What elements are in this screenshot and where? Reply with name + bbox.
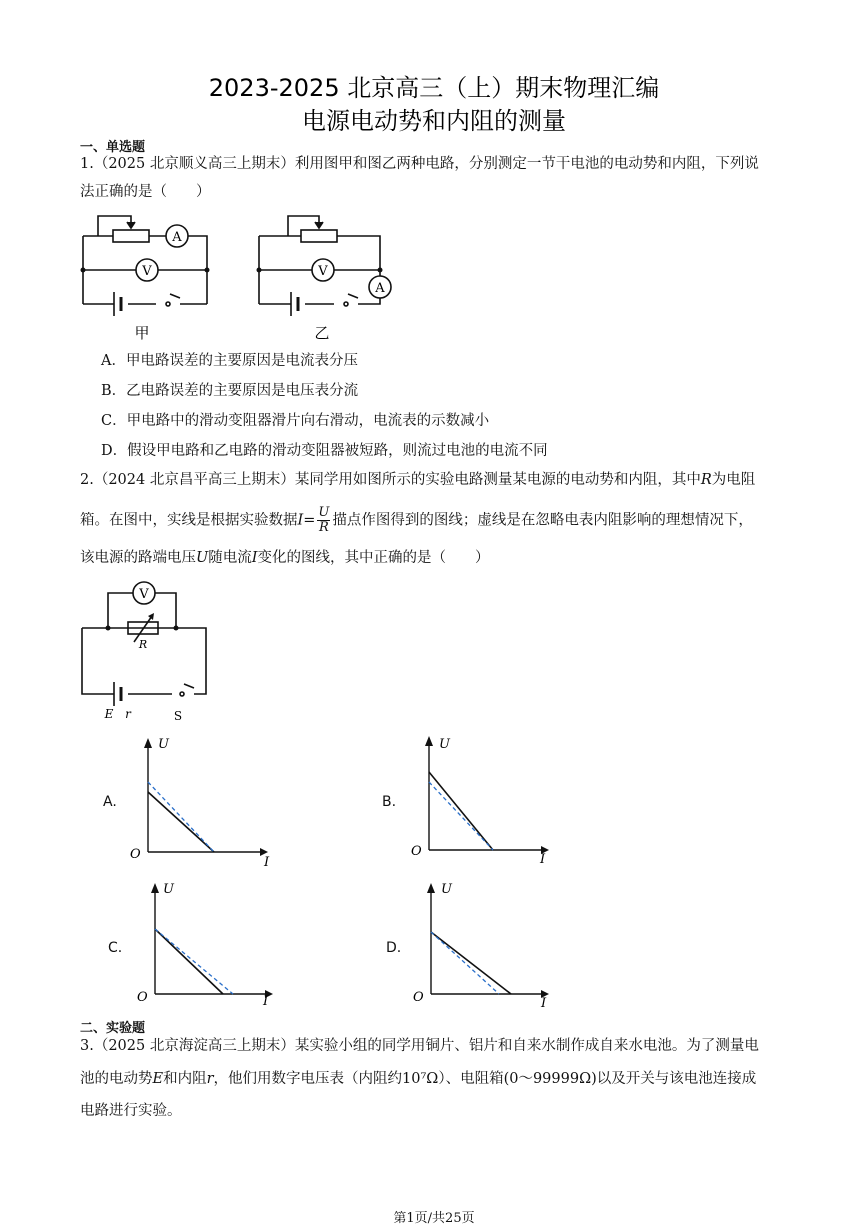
q3-stem-line1: 3.（2025 北京海淀高三上期末）某实验小组的同学用铜片、铝片和自来水制作成自来水电池。为了测量电 <box>80 1038 759 1054</box>
q2-option-a-graph <box>126 732 276 867</box>
q1-option-d: D．假设甲电路和乙电路的滑动变阻器被短路，则流过电池的电流不同 <box>101 443 548 459</box>
axis-i-label: I <box>264 855 270 867</box>
q2-voltmeter-label: V <box>139 587 149 602</box>
voltmeter-label-jia: V <box>142 264 152 279</box>
page-title: 2023-2025 北京高三（上）期末物理汇编 <box>208 74 660 102</box>
q2-stem-line3: 该电源的路端电压U随电流I变化的图线，其中正确的是（ ） <box>80 550 490 566</box>
section-heading-single-choice: 一、单选题 <box>80 140 146 155</box>
figure-label-jia: 甲 <box>134 324 150 342</box>
axis-origin-label: O <box>130 847 141 862</box>
q1-stem-line2: 法正确的是（ ） <box>80 184 211 200</box>
voltmeter-label-yi: V <box>318 264 328 279</box>
page-number: 第1页/共25页 <box>393 1211 475 1226</box>
figure-label-yi: 乙 <box>314 324 330 342</box>
q1-option-c: C．甲电路中的滑动变阻器滑片向右滑动，电流表的示数减小 <box>101 413 490 429</box>
q3-stem-line2: 池的电动势E和内阻r，他们用数字电压表（内阻约10⁷Ω）、电阻箱(0～99999Ω)以及开关与该电池连接成 <box>80 1071 757 1087</box>
axis-i-label: I <box>541 996 547 1007</box>
q2-option-b-graph <box>407 730 557 865</box>
ammeter-label-jia: A <box>172 230 182 245</box>
q3-stem-line3: 电路进行实验。 <box>80 1103 182 1119</box>
axis-origin-label: O <box>137 990 148 1005</box>
q2-internal-resistance-label: r <box>125 707 131 721</box>
axis-u-label: U <box>441 882 452 897</box>
q1-circuit-figures <box>76 208 406 343</box>
q2-option-c-graph <box>133 877 278 1007</box>
q2-resistor-label: R <box>138 638 148 651</box>
page-subtitle: 电源电动势和内阻的测量 <box>302 107 566 135</box>
axis-u-label: U <box>163 882 174 897</box>
q2-stem-line2: 箱。在图中，实线是根据实验数据I= $\frac{U}{R}$ 描点作图得到的图线；虚线是在忽略电表内阻影响的理想情况下， <box>80 505 753 535</box>
q2-option-a-label: A. <box>103 794 117 810</box>
axis-i-label: I <box>263 994 269 1007</box>
axis-u-label: U <box>158 737 169 752</box>
q2-stem-line1: 2.（2024 北京昌平高三上期末）某同学用如图所示的实验电路测量某电源的电动势和内阻，其中R为电阻 <box>80 472 756 488</box>
q2-option-d-graph <box>409 877 554 1007</box>
section-heading-experiment: 二、实验题 <box>80 1021 146 1036</box>
q2-option-d-label: D. <box>386 940 402 956</box>
q2-option-b-label: B. <box>382 794 397 810</box>
q2-circuit-figure <box>76 578 216 726</box>
q1-option-a: A．甲电路误差的主要原因是电流表分压 <box>101 353 358 369</box>
q1-option-b: B．乙电路误差的主要原因是电压表分流 <box>101 383 359 399</box>
ammeter-label-yi: A <box>375 281 385 296</box>
q1-stem-line1: 1.（2025 北京顺义高三上期末）利用图甲和图乙两种电路，分别测定一节干电池的电动势和内阻，下列说 <box>80 156 759 172</box>
q2-fraction: $\frac{U}{R}$ <box>318 505 330 535</box>
axis-i-label: I <box>540 852 546 865</box>
q2-emf-label: E <box>104 707 114 721</box>
axis-origin-label: O <box>411 844 422 859</box>
axis-origin-label: O <box>413 990 424 1005</box>
q2-switch-label: S <box>173 709 183 723</box>
axis-u-label: U <box>439 737 450 752</box>
q2-option-c-label: C. <box>108 940 123 956</box>
